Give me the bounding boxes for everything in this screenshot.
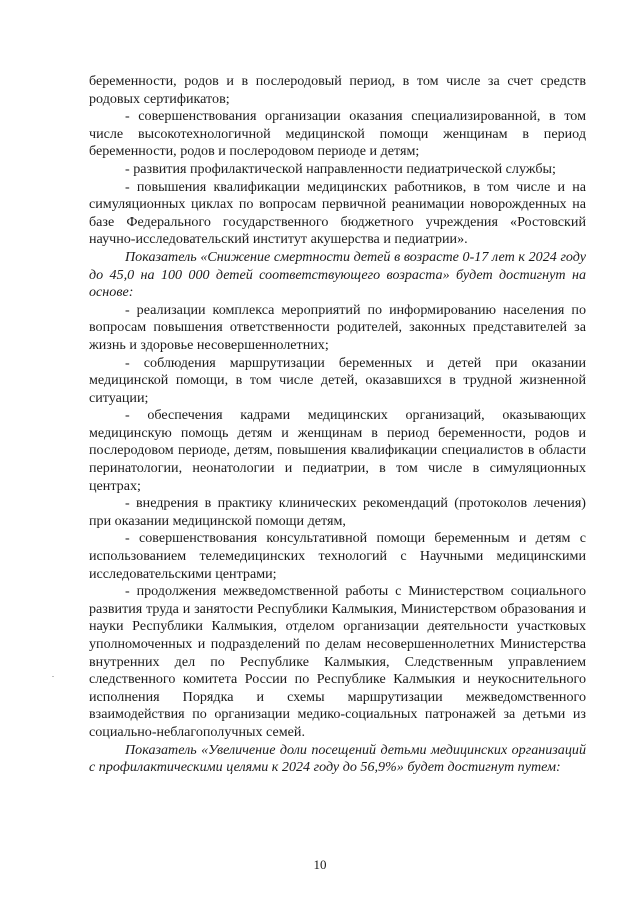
paragraph-11: - продолжения межведомственной работы с Министерством социального развития труда и занятости Республики Калмыкия, Министерством образования и науки Республики Калмыкия, отделом организации деятельности участковых уполномоченных и подразделений по делам несовершеннолетних Министерства внутренних дел по Республике Калмыкия, Следственным управлением следственного комитета России по Республике Калмыкия и неукоснительного исполнения Порядка и схемы маршрутизации межведомственного взаимодействия по организации медико-социальных патронажей за детьми из социально-неблагополучных семей. bbox=[89, 583, 586, 740]
paragraph-8: - обеспечения кадрами медицинских организаций, оказывающих медицинскую помощь детям и женщинам в период беременности, родов и послеродовом периоде, детям, повышения квалификации специалистов в области перинатологии, неонатологии и педиатрии, в том числе в симуляционных центрах; bbox=[89, 407, 586, 494]
indicator-paragraph-1: Показатель «Снижение смертности детей в возрасте 0-17 лет к 2024 году до 45,0 на 100 000 детей соответствующего возраста» будет достигнут на основе: bbox=[89, 248, 586, 301]
page-body bbox=[89, 73, 586, 777]
indicator-paragraph-2: Показатель «Увеличение доли посещений детьми медицинских организаций с профилактическими целями к 2024 году до 56,9%» будет достигнут путем: bbox=[89, 741, 586, 776]
margin-mark bbox=[52, 676, 54, 677]
paragraph-4: - повышения квалификации медицинских работников, в том числе и на симуляционных циклах по вопросам первичной реанимации новорожденных на базе Федерального государственного бюджетного учреждения «Ростовский научно-исследовательский институт акушерства и педиатрии». bbox=[89, 178, 586, 248]
paragraph-9: - внедрения в практику клинических рекомендаций (протоколов лечения) при оказании медицинской помощи детям, bbox=[89, 495, 586, 529]
paragraph-6: - реализации комплекса мероприятий по информированию населения по вопросам повышения ответственности родителей, законных представителей за жизнь и здоровье несовершеннолетних; bbox=[89, 301, 586, 353]
paragraph-1: беременности, родов и в послеродовый период, в том числе за счет средств родовых сертификатов; bbox=[89, 73, 586, 107]
page-number: 10 bbox=[313, 857, 327, 872]
paragraph-2: - совершенствования организации оказания специализированной, в том числе высокотехнологичной медицинской помощи женщинам в период беременности, родов и послеродовом периоде и детям; bbox=[89, 108, 586, 160]
paragraph-7: - соблюдения маршрутизации беременных и детей при оказании медицинской помощи, в том числе детей, оказавшихся в трудной жизненной ситуации; bbox=[89, 354, 586, 406]
paragraph-3: - развития профилактической направленности педиатрической службы; bbox=[125, 160, 556, 177]
paragraph-10: - совершенствования консультативной помощи беременным и детям с использованием телемедицинских технологий с Научными медицинскими исследовательскими центрами; bbox=[89, 530, 586, 582]
